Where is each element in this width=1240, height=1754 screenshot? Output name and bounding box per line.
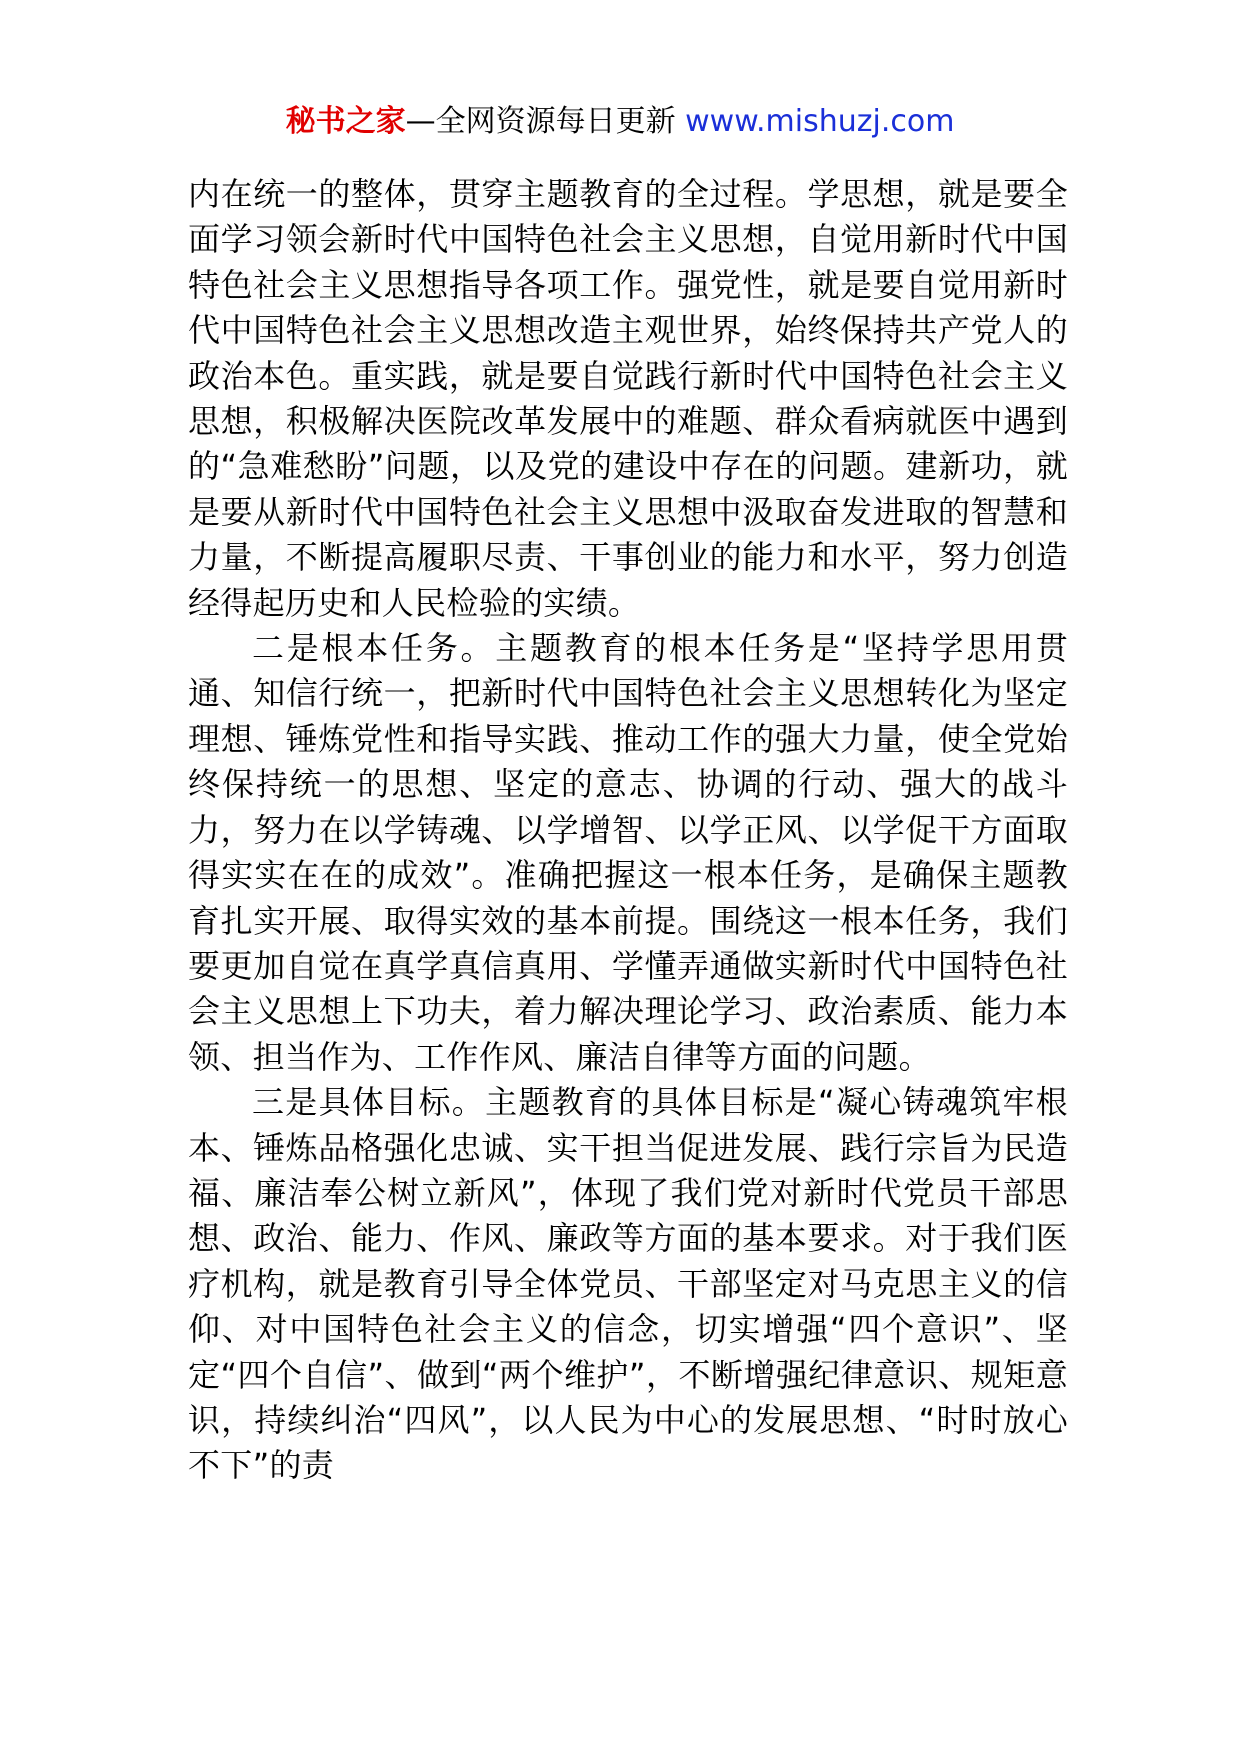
header-slogan: —全网资源每日更新	[405, 104, 676, 139]
brand-name: 秘书之家	[285, 104, 406, 139]
site-url-link[interactable]: www.mishuzj.com	[685, 104, 955, 139]
paragraph-specific-goals: 三是具体目标。主题教育的具体目标是“凝心铸魂筑牢根本、锤炼品格强化忠诚、实干担当促进发展、践行宗旨为民造福、廉洁奉公树立新风”，体现了我们党对新时代党员干部思想、政治、能力、作风、廉政等方面的基本要求。对于我们医疗机构，就是教育引导全体党员、干部坚定对马克思主义的信仰、对中国特色社会主义的信念，切实增强“四个意识”、坚定“四个自信”、做到“两个维护”，不断增强纪律意识、规矩意识，持续纠治“四风”，以人民为中心的发展思想、“时时放心不下”的责	[188, 1083, 1068, 1485]
document-body	[188, 172, 1068, 1489]
paragraph-continuation: 内在统一的整体，贯穿主题教育的全过程。学思想，就是要全面学习领会新时代中国特色社会主义思想，自觉用新时代中国特色社会主义思想指导各项工作。强党性，就是要自觉用新时代中国特色社会主义思想改造主观世界，始终保持共产党人的政治本色。重实践，就是要自觉践行新时代中国特色社会主义思想，积极解决医院改革发展中的难题、群众看病就医中遇到的“急难愁盼”问题，以及党的建设中存在的问题。建新功，就是要从新时代中国特色社会主义思想中汲取奋发进取的智慧和力量，不断提高履职尽责、干事创业的能力和水平，努力创造经得起历史和人民检验的实绩。	[188, 175, 1068, 622]
paragraph-fundamental-task: 二是根本任务。主题教育的根本任务是“坚持学思用贯通、知信行统一，把新时代中国特色社会主义思想转化为坚定理想、锤炼党性和指导实践、推动工作的强大力量，使全党始终保持统一的思想、坚定的意志、协调的行动、强大的战斗力，努力在以学铸魂、以学增智、以学正风、以学促干方面取得实实在在的成效”。准确把握这一根本任务，是确保主题教育扎实开展、取得实效的基本前提。围绕这一根本任务，我们要更加自觉在真学真信真用、学懂弄通做实新时代中国特色社会主义思想上下功夫，着力解决理论学习、政治素质、能力本领、担当作为、工作作风、廉洁自律等方面的问题。	[188, 629, 1068, 1076]
site-header	[0, 100, 1240, 144]
